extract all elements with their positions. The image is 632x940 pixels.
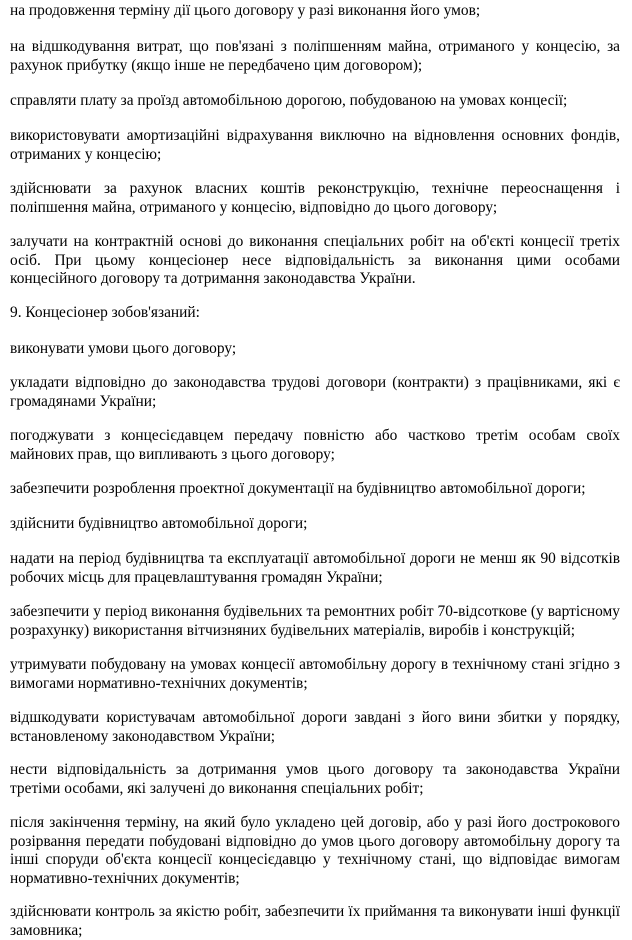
paragraph: здійснювати контроль за якістю робіт, забезпечити їх приймання та виконувати інші функції замовника; <box>10 903 620 939</box>
paragraph: відшкодувати користувачам автомобільної дороги завдані з його вини збитки у порядку, встановленому законодавством України; <box>10 709 620 745</box>
paragraph: виконувати умови цього договору; <box>10 340 237 357</box>
paragraph: здійснити будівництво автомобільної дороги; <box>10 515 308 532</box>
paragraph: нести відповідальність за дотримання умов цього договору та законодавства України третіми особами, які залучені до виконання спеціальних робіт; <box>10 761 620 797</box>
paragraph: після закінчення терміну, на який було укладено цей договір, або у разі його дострокового розірвання передати побудовані відповідно до умов цього договору автомобільну дорогу та інші споруди об'єкта концесії концесієдавцю у технічному стані, що відповідає вимогам нормативно-технічних документів; <box>10 814 620 887</box>
paragraph: використовувати амортизаційні відрахування виключно на відновлення основних фондів, отриманих у концесію; <box>10 127 620 163</box>
paragraph: справляти плату за проїзд автомобільною дорогою, побудованою на умовах концесії; <box>10 92 568 109</box>
paragraph: на продовження терміну дії цього договору у разі виконання його умов; <box>10 2 481 19</box>
paragraph: надати на період будівництва та експлуатації автомобільної дороги не менш як 90 відсотків робочих місць для працевлаштування громадян України; <box>10 550 620 586</box>
paragraph: забезпечити у період виконання будівельних та ремонтних робіт 70-відсоткове (у вартісному розрахунку) використання вітчизняних будівельних матеріалів, виробів і конструкцій; <box>10 603 620 639</box>
section-heading: 9. Концесіонер зобов'язаний: <box>10 304 200 321</box>
paragraph: забезпечити розроблення проектної документації на будівництво автомобільної дороги; <box>10 480 586 497</box>
paragraph: здійснювати за рахунок власних коштів реконструкцію, технічне переоснащення і поліпшення майна, отриманого у концесію, відповідно до цього договору; <box>10 180 620 216</box>
paragraph: погоджувати з концесієдавцем передачу повністю або частково третім особам своїх майнових прав, що випливають з цього договору; <box>10 427 620 463</box>
paragraph: на відшкодування витрат, що пов'язані з поліпшенням майна, отриманого у концесію, за рахунок прибутку (якщо інше не передбачено цим договором); <box>10 38 620 74</box>
paragraph: залучати на контрактній основі до виконання спеціальних робіт на об'єкті концесії третіх осіб. При цьому концесіонер несе відповідальність за виконання цими особами концесійного договору та дотримання законодавства України. <box>10 233 620 287</box>
paragraph: укладати відповідно до законодавства трудові договори (контракти) з працівниками, які є громадянами України; <box>10 374 620 410</box>
paragraph: утримувати побудовану на умовах концесії автомобільну дорогу в технічному стані згідно з вимогами нормативно-технічних документів; <box>10 656 620 692</box>
